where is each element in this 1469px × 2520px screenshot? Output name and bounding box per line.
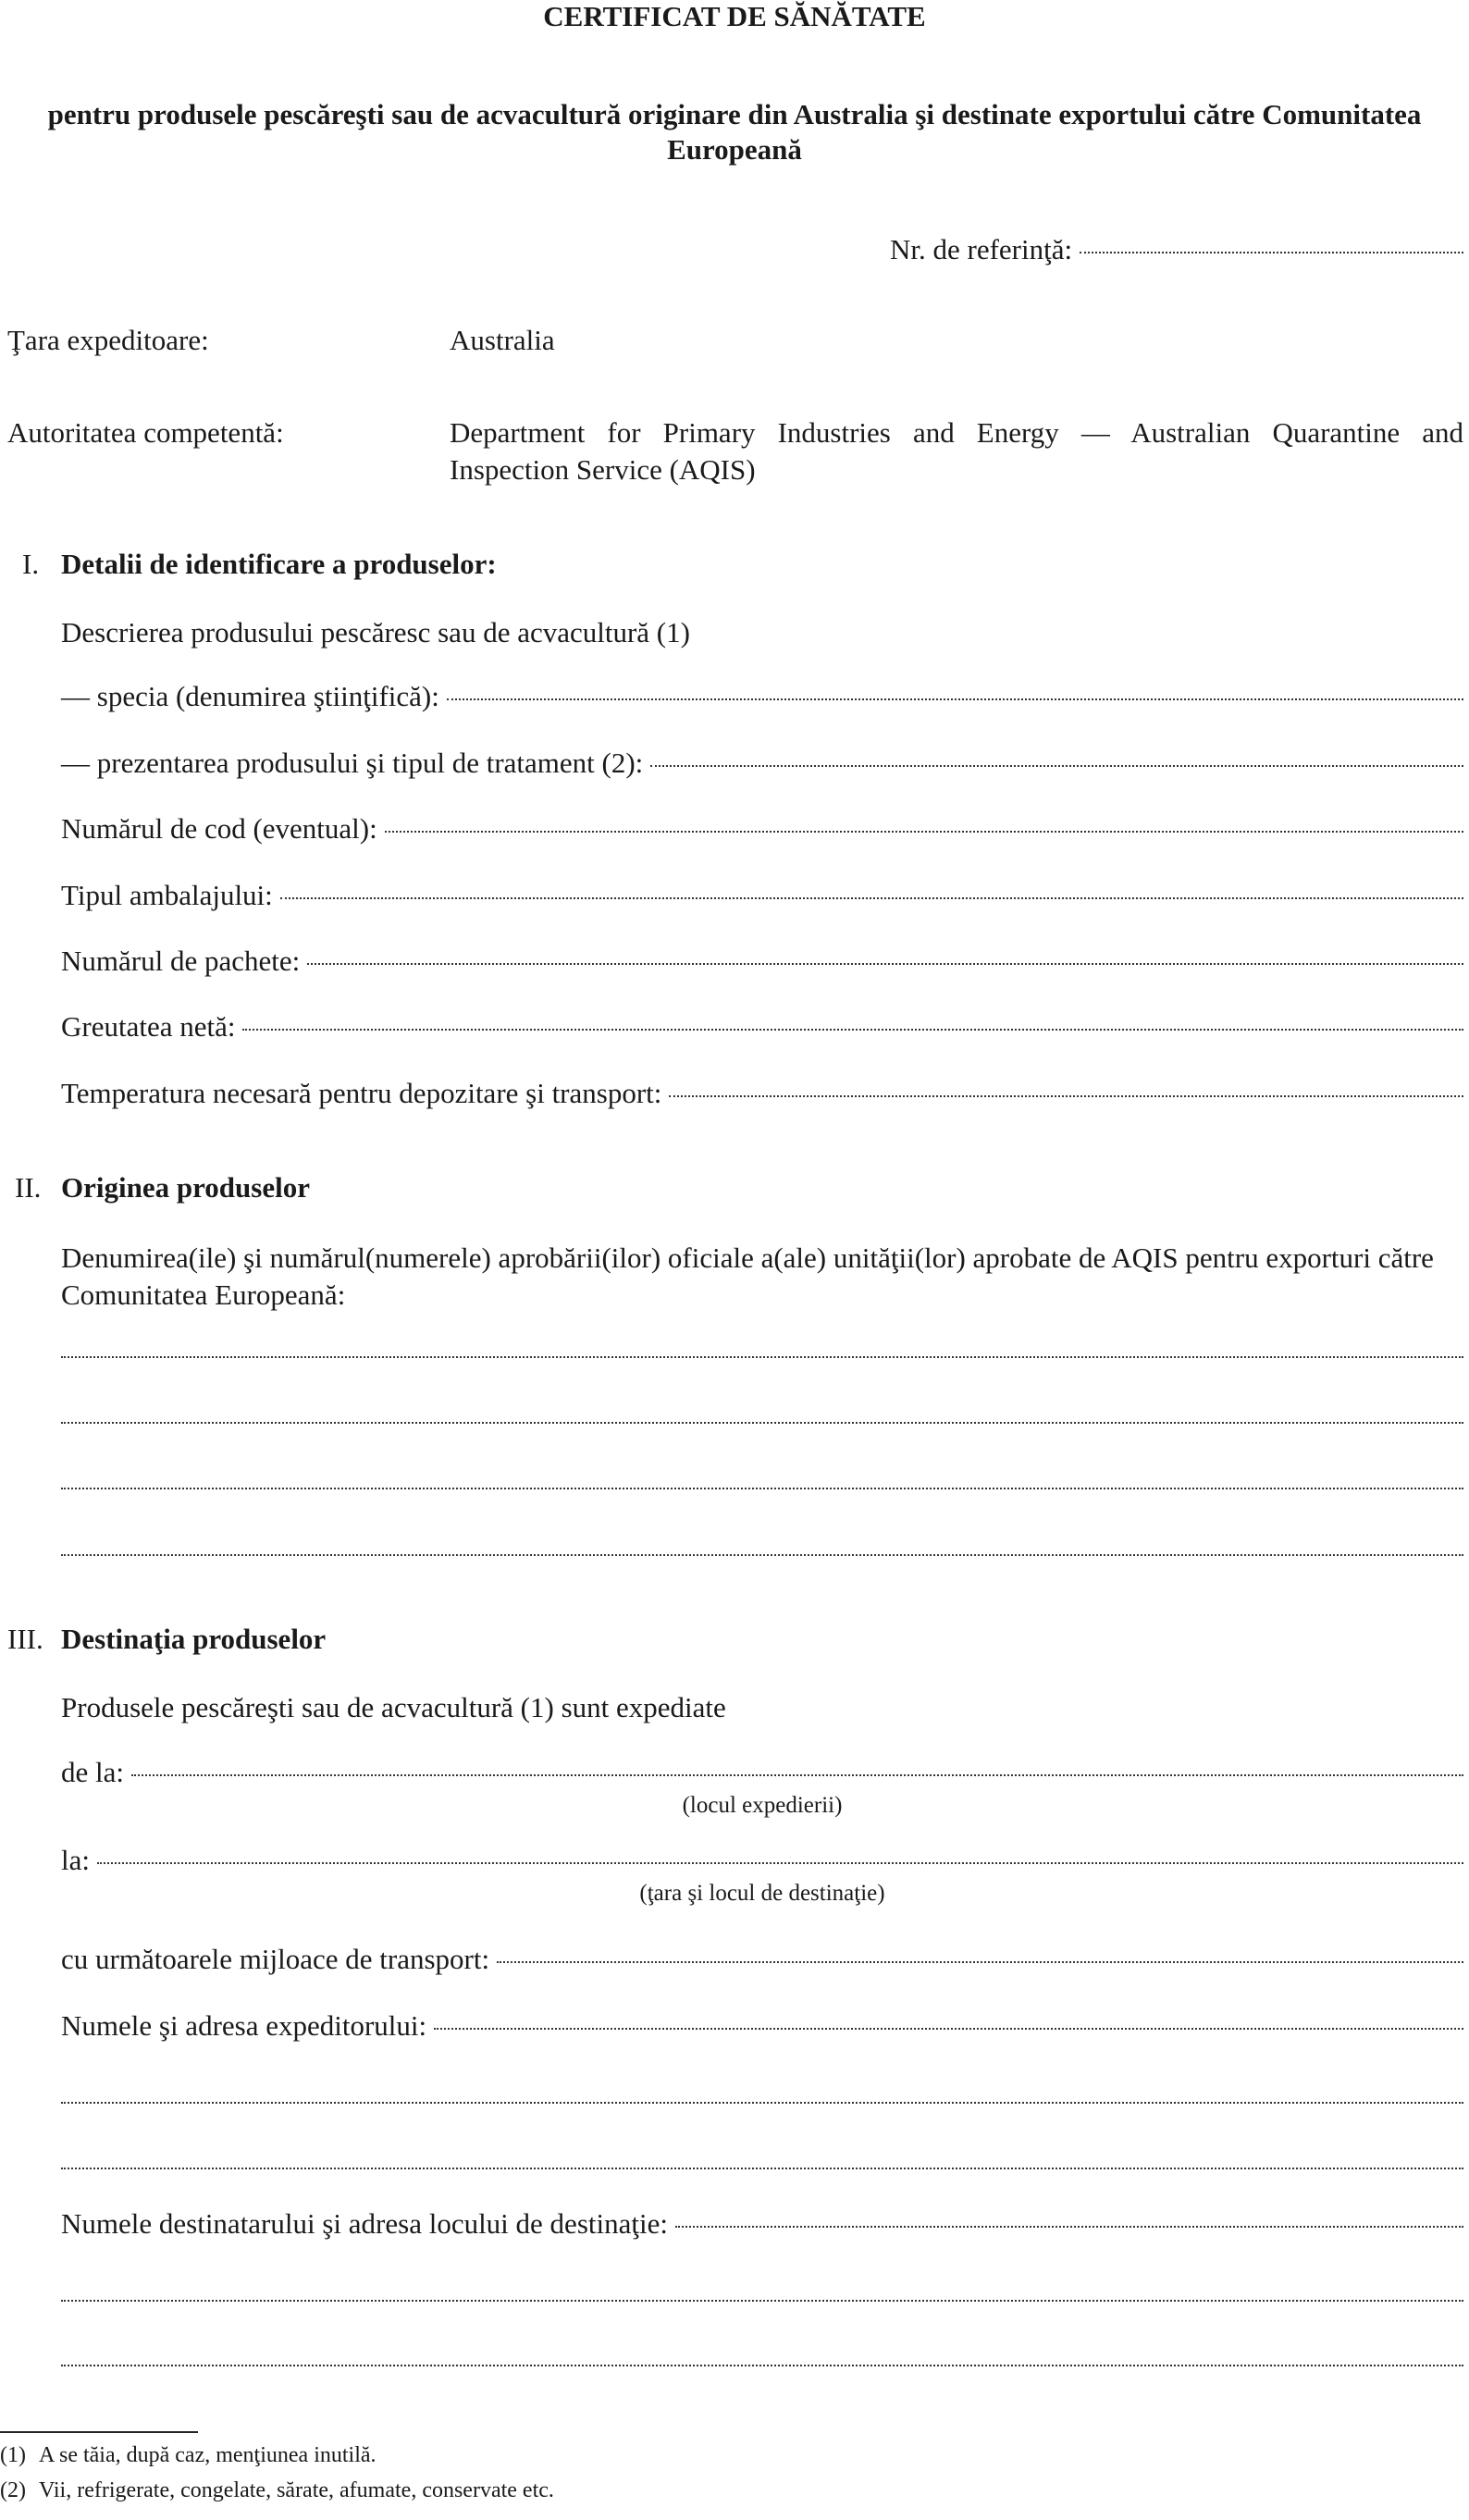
temperature-field[interactable] — [61, 1077, 1463, 1110]
package-count-label: Numărul de pachete: — [61, 945, 301, 977]
package-count-field[interactable] — [61, 945, 1463, 978]
transport-label: cu următoarele mijloace de transport: — [61, 1943, 490, 1975]
species-field[interactable] — [61, 680, 1463, 713]
reference-number-label: Nr. de referinţă: — [890, 233, 1073, 266]
species-label: — specia (denumirea ştiinţifică): — [61, 680, 439, 712]
origin-input-line-4[interactable] — [61, 1554, 1463, 1556]
document-title: CERTIFICAT DE SĂNĂTATE — [543, 0, 926, 32]
net-weight-label: Greutatea netă: — [61, 1010, 236, 1043]
recipient-input[interactable] — [675, 2226, 1463, 2228]
origin-text-line1: Denumirea(ile) şi numărul(numerele) aprobării(ilor) oficiale a(ale) unităţii(lor) aprobate de AQIS pentru exporturi către — [61, 1241, 1434, 1274]
section1-heading: Detalii de identificare a produselor: — [61, 548, 497, 580]
origin-input-line-2[interactable] — [61, 1422, 1463, 1424]
authority-label: Autoritatea competentă: — [7, 416, 284, 449]
recipient-label: Numele destinatarului şi adresa locului de destinaţie: — [61, 2207, 668, 2240]
footnote-1 — [0, 2440, 377, 2470]
code-number-label: Numărul de cod (eventual): — [61, 812, 377, 845]
transport-field[interactable] — [61, 1943, 1463, 1976]
recipient-input-line-2[interactable] — [61, 2300, 1463, 2302]
country-value: Australia — [450, 324, 555, 356]
code-number-input[interactable] — [385, 831, 1463, 833]
section1-number: I. — [22, 548, 40, 580]
recipient-input-line-3[interactable] — [61, 2365, 1463, 2366]
presentation-field[interactable] — [61, 747, 1463, 780]
footnote-ref-2: (2) — [601, 747, 636, 779]
dispatch-from-input[interactable] — [131, 1774, 1463, 1776]
document-subtitle: pentru produsele pescăreşti sau de acvacultură originare din Australia şi destinate exportului către Comunitatea Europeană — [47, 98, 1422, 166]
section2-heading: Originea produselor — [61, 1171, 310, 1204]
origin-input-line-3[interactable] — [61, 1488, 1463, 1489]
sender-field[interactable] — [61, 2009, 1463, 2043]
dispatch-from-caption: (locul expedierii) — [682, 1793, 843, 1818]
dispatch-from-field[interactable] — [61, 1756, 1463, 1789]
presentation-input[interactable] — [650, 765, 1463, 767]
sender-input-line-2[interactable] — [61, 2102, 1463, 2104]
reference-number-input[interactable] — [1080, 252, 1463, 253]
net-weight-field[interactable] — [61, 1010, 1463, 1044]
packaging-type-label: Tipul ambalajului: — [61, 879, 273, 911]
net-weight-input[interactable] — [242, 1029, 1463, 1031]
footnote-2-ref: (2) — [0, 2478, 26, 2502]
presentation-label: — prezentarea produsului şi tipul de tratament (2): — [61, 747, 644, 779]
destination-field[interactable] — [61, 1844, 1463, 1877]
section3-number: III. — [7, 1623, 43, 1655]
footnote-1-text: A se tăia, după caz, menţiunea inutilă. — [38, 2443, 377, 2467]
sender-input-line-3[interactable] — [61, 2168, 1463, 2169]
sender-label: Numele şi adresa expeditorului: — [61, 2009, 427, 2042]
authority-value-line1: Department for Primary Industries and Energy — Australian Quarantine and — [450, 416, 1463, 449]
authority-value-line2: Inspection Service (AQIS) — [450, 453, 756, 486]
transport-input[interactable] — [497, 1961, 1463, 1963]
species-input[interactable] — [447, 698, 1463, 700]
packaging-type-input[interactable] — [280, 897, 1463, 899]
packaging-type-field[interactable] — [61, 879, 1463, 912]
footnote-ref-1: (1) — [520, 1691, 554, 1723]
origin-text-line2: Comunitatea Europeană: — [61, 1279, 346, 1311]
temperature-label: Temperatura necesară pentru depozitare şi transport: — [61, 1077, 662, 1109]
code-number-field[interactable] — [61, 812, 1463, 846]
footnote-2-text: Vii, refrigerate, congelate, sărate, afumate, conservate etc. — [38, 2478, 554, 2502]
footnote-2 — [0, 2476, 554, 2505]
footnote-ref-1: (1) — [656, 616, 690, 649]
section3-heading: Destinaţia produselor — [61, 1623, 327, 1655]
destination-input[interactable] — [97, 1862, 1463, 1864]
sender-input[interactable] — [434, 2028, 1463, 2030]
destination-caption: (ţara şi locul de destinaţie) — [639, 1881, 885, 1906]
reference-number-field[interactable] — [890, 233, 1463, 266]
dispatch-from-label: de la: — [61, 1756, 124, 1788]
origin-input-line-1[interactable] — [61, 1356, 1463, 1358]
destination-label: la: — [61, 1844, 90, 1876]
footnote-divider — [0, 2431, 198, 2433]
recipient-field[interactable] — [61, 2207, 1463, 2241]
destination-intro: Produsele pescăreşti sau de acvacultură (1) sunt expediate — [61, 1691, 726, 1723]
footnote-1-ref: (1) — [0, 2443, 26, 2467]
country-label: Ţara expeditoare: — [7, 324, 209, 356]
section2-number: II. — [15, 1171, 42, 1204]
product-description-label: Descrierea produsului pescăresc sau de acvacultură (1) — [61, 616, 690, 649]
package-count-input[interactable] — [307, 963, 1463, 965]
temperature-input[interactable] — [669, 1095, 1463, 1097]
